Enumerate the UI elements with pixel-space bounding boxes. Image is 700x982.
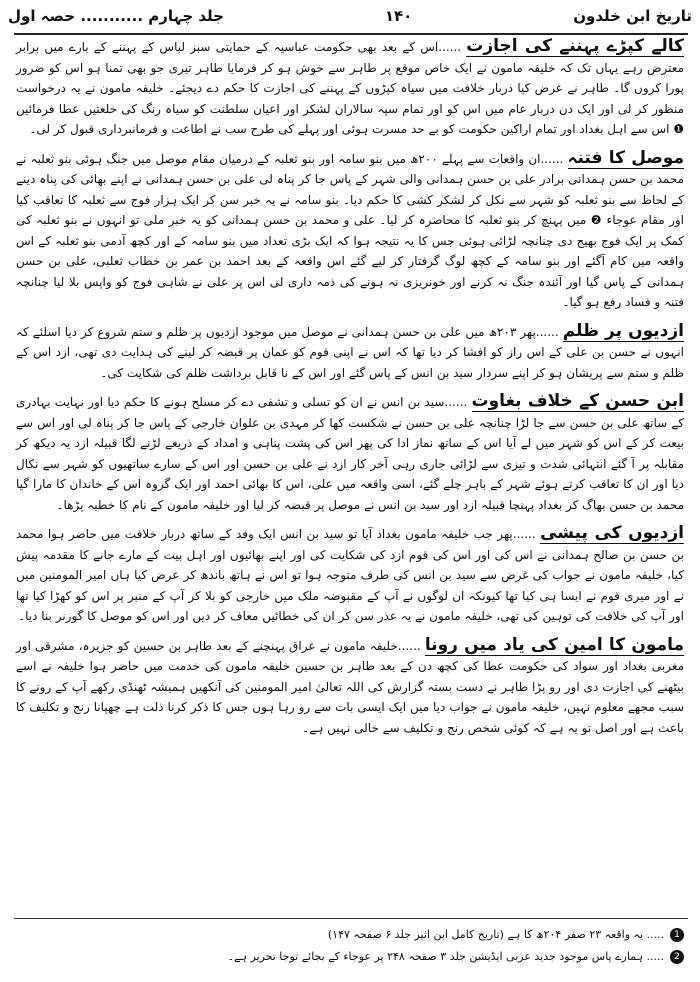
section-text: ......اس کے بعد بھی حکومت عباسیہ کے حمایتی سبز لباس کے پہننے کے بارے میں برابر معترض رہے یہاں تک کہ خلیفہ مامون نے ایک خاص موقع پر طاہر سے خوش ہو کر فرمایا طاہر تیری جو بھی تمنا ہو اس کو ضرور پورا کروں گا۔ طاہر نے عرض کیا دربار خلافت میں سیاہ کپڑوں کے پہننے کی اجازت کا حکم دے دیجئے۔ خلیفہ مامون نے یہ درخواست منظور کر لی اور ایک دن دربار عام میں اس کو اور تمام سپہ سالاران لشکر اور اعیان سلطنت کو سیاہ رنگ کی خلعتیں عطا فرمائیں ❶ اس سے اہل بغداد اور تمام اراکین حکومت کو بے حد مسرت ہوئی اور پہلے کی طرح سب نے اطاعت و فرمانبرداری قبول کر لی۔ [16, 40, 684, 136]
section-heading: ازدیوں کی پیشی [540, 523, 684, 543]
section-text: ......پھر ۲۰۳ھ میں علی بن حسن ہمدانی نے موصل میں موجود ازدیوں پر ظلم و ستم شروع کر دیا اسلئے کہ انہوں نے حسن بن علی کے اس راز کو افشا کر دیا تھا کہ اس نے اپنی قوم کو عمان پر قبضہ کر لینے کی ہدایت دی تھی، ازد اس کے ظلم و ستم سے پریشان ہو کر اپنے سردار سید بن انس کے پاس گئے اور اس کے نا قابل برداشت ظلم کی شکایت کی۔ [16, 324, 684, 380]
footnotes [16, 924, 684, 968]
section-azd-oppression [16, 321, 684, 384]
section-text: ......پھر جب خلیفہ مامون بغداد آیا تو سید بن انس ایک وفد کے ساتھ دربار خلافت میں حاضر ہوا محمد بن حسن بن صالح ہمدانی نے اس کی اور اس کی قوم ازد کی شکایت کی اور اپنے بھائیوں اور اہل بیت کے مارے جانے کا مقدمہ پیش کیا، خلیفہ مامون نے جواب کی غرض سے سید بن انس کی طرف متوجہ ہوا تو اس نے ہاتھ باندھ کر عرض کیا ہاں امیر المومنین میں نے اور میری قوم نے ایسا ہی کیا تھا کیونکہ ان لوگوں نے آپ کے مقبوضہ ملک میں خارجی کو بلا کر آپ کے منبر پر اس کو کھڑا کیا تھا اور آپ کی خلافت کی توہین کی تھی، خلیفہ مامون نے یہ عذر سن کر ان کی خطائیں معاف کر دیں اور اس کو موصل کا گورنر بنا دیا۔ [16, 527, 684, 623]
section-mamun-weeping [16, 635, 684, 739]
footnote-rule [14, 918, 688, 919]
page-header [8, 0, 692, 32]
volume-info [8, 7, 224, 25]
footnote-marker: 2 [670, 950, 684, 964]
page-body [16, 36, 684, 746]
section-text: ......سید بن انس نے ان کو تسلی و تشفی دے کر مسلح ہونے کا حکم دیا اور نہایت بہادری کے ساتھ علی بن حسن سے جا لڑا چنانچہ علی بن حسن نے شکست کھا کر مہدی بن علوان خارجی کے پاس جا کر پناہ لی اور اس سے بیعت کر کے اس کو شہر میں لے آیا اس کے ساتھ نماز ادا کی پھر اس کی پشت پناہی و امداد کے ذریعے لڑنے لگا قبیلہ ازد یہ دیکھ کر مقابلہ پر آ گئے انتہائی شدت و تیزی سے لڑائی جاری رہی آخر کار ازد نے علی بن حسن اور اس کے سارے ساتھیوں کو شہر سے نکال دیا اور ان کا تعاقب کرتے ہوئے شہر کے باہر چلے گئے، اسی واقعہ میں علی، اس کا بھائی احمد اور ایک گروہ اس کے خاندان کا مارا گیا محمد بن حسن بھاگ کر بغداد پہنچا قبیلہ ازد اور سید بن انس نے موصل پر قبضہ کر لیا اور خلیفہ مامون کے نام کا خطبہ پڑھا۔ [16, 395, 685, 512]
section-mosul-unrest [16, 148, 684, 313]
section-black-clothes [16, 36, 684, 140]
section-text: ......ان واقعات سے پہلے ۲۰۰ھ میں بنو سامہ اور بنو ثعلبہ کے درمیان مقام موصل میں جنگ ہوئی بنو ثعلبہ نے محمد بن حسن ہمدانی برادر علی بن حسن ہمدانی والی شہر کے پاس جا کر پناہ لی علی بن حسن ہمدانی نے اپنے بھائی کی پناہ دینے کے لحاظ سے بنو ثعلبہ کو شہر سے نکل کر لشکر کشی کا حکم دیا۔ بنو سامہ نے یہ خبر سن کر ایک ہزار فوج سے ثعلبہ کا تعاقب کیا اور مقام عوجاء ❷ میں پہنچ کر بنو ثعلبہ کا محاصرہ کر لیا۔ علی و محمد بن حسن ہمدانی کو یہ خبر ملی تو انہوں نے بنو ثعلبہ کی کمک پر ایک فوج بھیج دی چنانچہ لڑائی ہوئی جس کا یہ نتیجہ ہوا کہ ایک بڑی تعداد میں بنو سامہ کے اور کچھ آدمی بنو ثعلبہ کے اس واقعہ میں کام آگئے اور بنو سامہ کے کچھ لوگ گرفتار کر لیے گئے اس واقعہ کے بعد احمد بن عمر بن خطاب ثعلبی، علی بن حسن ہمدانی کے پاس گیا اور آئندہ جنگ نہ کرنے اور خونریزی نہ ہونے کی ذمہ داری لی اس پر علی نے شاہی فوج کو واپس بلا لیا چنانچہ فتنہ و فساد رفع ہو گیا۔ [16, 151, 684, 309]
section-revolt [16, 391, 684, 515]
footnote-item [16, 946, 684, 968]
footnote-text: ..... یہ واقعہ ۲۳ صفر ۲۰۴ھ کا ہے (تاریخ کامل ابن اثیر جلد ۶ صفحہ ۱۴۷) [327, 928, 664, 941]
book-title: تاریخ ابن خلدون [573, 7, 692, 25]
section-heading: موصل کا فتنہ [567, 147, 684, 168]
section-heading: کالے کپڑے پہننے کی اجازت [466, 36, 684, 56]
section-azd-hearing [16, 523, 684, 627]
footnote-marker: 1 [670, 928, 684, 942]
section-heading: ابن حسن کے خلاف بغاوت [471, 391, 684, 411]
footnote-text: ..... ہمارے پاس موجود جدید عربی ایڈیشن جلد ۳ صفحہ ۲۴۸ پر عوجاء کے بجائے توجا تحریر ہے۔ [227, 950, 664, 963]
section-heading: مامون کا امین کی یاد میں رونا [424, 634, 684, 655]
header-rule [14, 33, 688, 35]
footnote-item [16, 924, 684, 946]
section-text: ......خلیفہ مامون نے عراق پہنچنے کے بعد طاہر بن حسین کو جزیرہ، مشرقی اور مغربی بغداد اور سواد کی حکومت عطا کی کچھ دن کے بعد طاہر بن حسین خلیفہ مامون کی خدمت میں حاضر ہوا خلیفہ نے اسے بیٹھنے کی اجازت دی اور رو پڑا طاہر نے دست بستہ گزارش کی اللہ تعالیٰ امیر المومنین کی آنکھیں ہمیشہ ٹھنڈی رکھے آپ کے رونے کا سبب مجھے معلوم نہیں، خلیفہ مامون نے جواب دیا میں ایک ایسی بات سے رو رہا ہوں جس کا ذکر کرنا ذلت ہے چھپانا رنج و تکلیف کا باعث ہے اور اصل تو یہ ہے کہ کوئی شخص رنج و تکلیف سے خالی نہیں ہے۔ [16, 638, 684, 735]
page-number: ۱۴۰ [384, 7, 413, 25]
volume-separator: ........... [80, 7, 144, 25]
volume-label: جلد چہارم [148, 7, 224, 25]
section-heading: ازدیوں پر ظلم [562, 320, 684, 341]
part-label: حصہ اول [8, 7, 76, 25]
